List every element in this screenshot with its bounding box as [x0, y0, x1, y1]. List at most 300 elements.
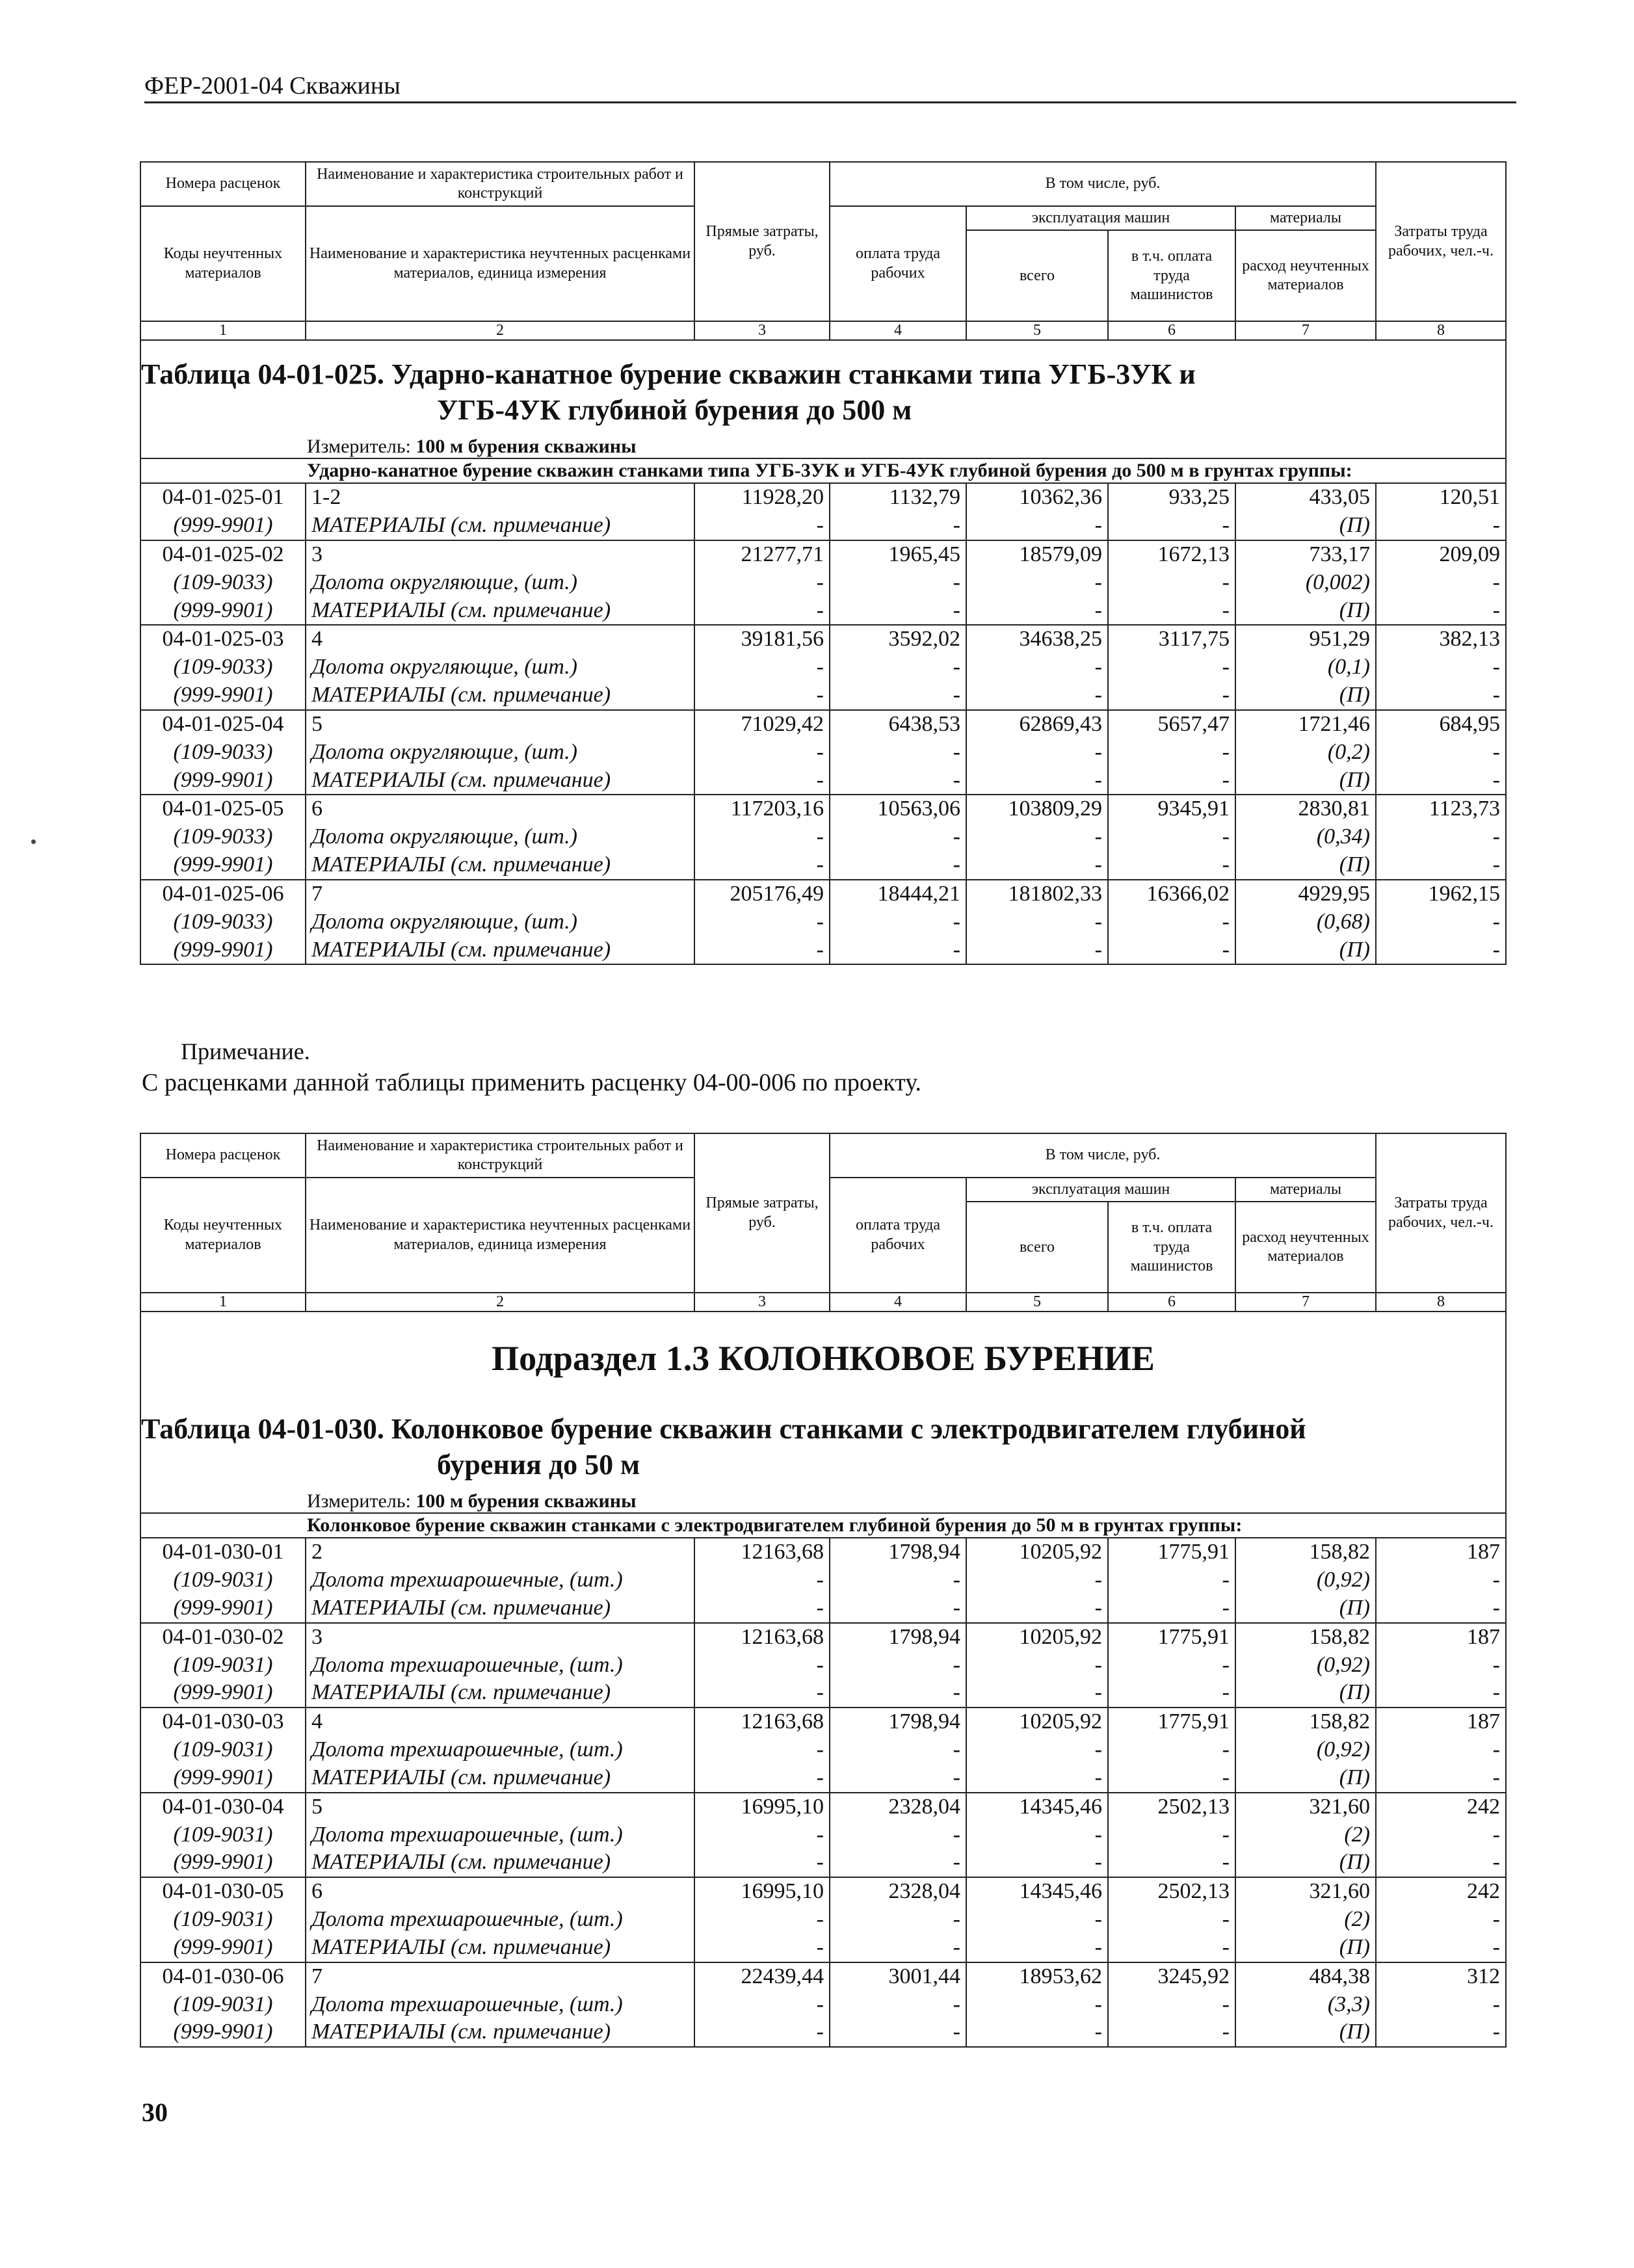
labor-hours-cell [1376, 483, 1506, 540]
rate-code-value: (999-9901) [173, 683, 273, 707]
description-value: Долота округляющие, (шт.) [311, 824, 577, 849]
labor-pay-value: - [953, 1568, 960, 1592]
operator-pay-value: 2502,13 [1157, 1879, 1230, 1904]
direct-costs-value: - [816, 570, 824, 594]
direct-costs-value: 117203,16 [730, 797, 824, 821]
materials-cell [1235, 1623, 1376, 1708]
col-number: 5 [966, 1293, 1108, 1312]
materials-value: (0,1) [1327, 655, 1370, 679]
description-cell [306, 625, 694, 709]
materials-value: 484,38 [1309, 1964, 1370, 1988]
operator-pay-value: - [1222, 598, 1230, 622]
machines-total-cell [966, 540, 1108, 625]
description-value: МАТЕРИАЛЫ (см. примечание) [311, 513, 611, 538]
machines-total-value: 18953,62 [1019, 1964, 1102, 1988]
header-rate-numbers: Номера расценок [140, 162, 306, 206]
header-labor-pay: оплата труда рабочих [830, 206, 966, 321]
materials-value: 158,82 [1309, 1540, 1370, 1564]
rate-code-value: 04-01-025-06 [162, 881, 284, 906]
labor-pay-value: 1132,79 [889, 485, 960, 510]
direct-costs-cell [694, 1793, 830, 1877]
labor-pay-value: - [953, 1680, 960, 1705]
labor-pay-value: - [953, 2020, 960, 2044]
direct-costs-value: 12163,68 [741, 1709, 824, 1734]
operator-pay-value: - [1222, 655, 1230, 679]
rates-table-025 [140, 161, 1507, 965]
machines-total-cell [966, 710, 1108, 795]
materials-cell [1235, 483, 1376, 540]
machines-total-value: 10205,92 [1019, 1624, 1102, 1649]
direct-costs-value: - [816, 1737, 824, 1762]
labor-pay-cell [830, 1708, 966, 1792]
header-material-name: Наименование и характеристика неучтенных расценками материалов, единица измерения [306, 206, 694, 321]
header-operator-pay: в т.ч. оплата труда машинистов [1108, 1202, 1235, 1293]
direct-costs-value: - [816, 1568, 824, 1592]
header-rule [144, 101, 1516, 103]
operator-pay-cell [1108, 1708, 1235, 1792]
materials-cell [1235, 1962, 1376, 2047]
description-value: МАТЕРИАЛЫ (см. примечание) [311, 1850, 611, 1875]
description-cell [306, 880, 694, 964]
table-title [140, 340, 1506, 433]
labor-hours-value: 684,95 [1439, 711, 1500, 736]
table-meter [140, 1488, 1506, 1513]
labor-pay-value: - [953, 1737, 960, 1762]
description-value: 3 [311, 542, 323, 566]
description-value: Долота трехшарошечные, (шт.) [311, 1737, 623, 1762]
meter-value: 100 м бурения скважины [415, 436, 637, 458]
rate-code-value: 04-01-030-02 [162, 1624, 284, 1649]
machines-total-cell [966, 1877, 1108, 1962]
direct-costs-cell [694, 1708, 830, 1792]
operator-pay-value: - [1222, 1652, 1230, 1677]
labor-pay-value: 10563,06 [877, 797, 960, 821]
meter-label: Измеритель: [307, 436, 411, 458]
column-numbers [140, 321, 1506, 340]
materials-value: (0,68) [1316, 909, 1370, 934]
operator-pay-cell [1108, 540, 1235, 625]
operator-pay-value: - [1222, 683, 1230, 707]
machines-total-value: 10205,92 [1019, 1540, 1102, 1564]
materials-value: (2) [1344, 1822, 1370, 1847]
header-labor-cost: Затраты труда рабочих, чел.-ч. [1376, 162, 1506, 321]
description-value: МАТЕРИАЛЫ (см. примечание) [311, 1595, 611, 1620]
description-value: 7 [311, 1964, 323, 1988]
materials-value: (3,3) [1327, 1992, 1370, 2016]
operator-pay-value: - [1222, 739, 1230, 764]
labor-hours-value: - [1492, 1907, 1500, 1932]
table-04-01-030-block [140, 1133, 1505, 2048]
rate-code-cell [140, 880, 306, 964]
direct-costs-value: - [816, 513, 824, 538]
operator-pay-value: - [1222, 1737, 1230, 1762]
materials-value: (0,34) [1316, 824, 1370, 849]
operator-pay-cell [1108, 795, 1235, 879]
direct-costs-value: - [816, 1934, 824, 1959]
table-row [140, 1962, 1506, 2047]
labor-pay-value: - [953, 739, 960, 764]
operator-pay-value: 1775,91 [1157, 1624, 1230, 1649]
labor-hours-value: - [1492, 937, 1500, 962]
labor-pay-value: - [953, 1765, 960, 1789]
col-number: 2 [306, 1293, 694, 1312]
rate-code-cell [140, 1538, 306, 1622]
labor-pay-value: - [953, 598, 960, 622]
labor-pay-value: - [953, 1934, 960, 1959]
materials-value: (0,002) [1305, 570, 1370, 594]
rate-code-value: 04-01-025-03 [162, 627, 284, 652]
labor-hours-value: 382,13 [1439, 627, 1500, 652]
labor-hours-value: - [1492, 1822, 1500, 1847]
materials-value: 158,82 [1309, 1709, 1370, 1734]
description-value: МАТЕРИАЛЫ (см. примечание) [311, 1765, 611, 1789]
machines-total-cell [966, 880, 1108, 964]
machines-total-value: - [1094, 1992, 1102, 2016]
machines-total-cell [966, 795, 1108, 879]
labor-hours-value: - [1492, 1595, 1500, 1620]
table-title-tail: УГБ-4УК глубиной бурения до 500 м [437, 394, 912, 427]
labor-hours-cell [1376, 880, 1506, 964]
direct-costs-value: 12163,68 [741, 1624, 824, 1649]
table-row [140, 1793, 1506, 1877]
description-value: 6 [311, 1879, 323, 1904]
direct-costs-cell [694, 710, 830, 795]
rate-code-value: (109-9031) [173, 1907, 273, 1932]
labor-hours-value: 187 [1467, 1709, 1500, 1734]
operator-pay-cell [1108, 1538, 1235, 1622]
materials-value: (0,92) [1316, 1652, 1370, 1677]
labor-hours-value: 120,51 [1439, 485, 1500, 510]
header-labor-cost: Затраты труда рабочих, чел.-ч. [1376, 1133, 1506, 1293]
rate-code-cell [140, 795, 306, 879]
header-work-name: Наименование и характеристика строительных работ и конструкций [306, 162, 694, 206]
description-value: Долота трехшарошечные, (шт.) [311, 1568, 623, 1592]
direct-costs-value: - [816, 767, 824, 792]
rate-code-value: (999-9901) [173, 1765, 273, 1789]
group-heading: Колонковое бурение скважин станками с электродвигателем глубиной бурения до 50 м в грунтах группы: [140, 1513, 1506, 1538]
rate-code-value: (109-9031) [173, 1652, 273, 1677]
description-cell [306, 483, 694, 540]
table-row [140, 1623, 1506, 1708]
labor-hours-value: 242 [1467, 1879, 1500, 1904]
operator-pay-cell [1108, 1962, 1235, 2047]
materials-cell [1235, 1538, 1376, 1622]
description-value: 4 [311, 627, 323, 652]
labor-pay-cell [830, 795, 966, 879]
col-number: 7 [1235, 1293, 1376, 1312]
col-number: 8 [1376, 321, 1506, 340]
labor-hours-cell [1376, 625, 1506, 709]
machines-total-value: - [1094, 1595, 1102, 1620]
description-cell [306, 795, 694, 879]
operator-pay-value: - [1222, 767, 1230, 792]
materials-value: (П) [1339, 2020, 1370, 2044]
materials-cell [1235, 795, 1376, 879]
description-value: 2 [311, 1540, 323, 1564]
direct-costs-value: 39181,56 [741, 627, 824, 652]
rate-code-value: (109-9031) [173, 1822, 273, 1847]
machines-total-value: - [1094, 1680, 1102, 1705]
direct-costs-value: 22439,44 [741, 1964, 824, 1988]
rate-code-value: (999-9901) [173, 513, 273, 538]
machines-total-value: 62869,43 [1019, 711, 1102, 736]
operator-pay-value: - [1222, 1907, 1230, 1932]
labor-hours-value: - [1492, 1765, 1500, 1789]
labor-pay-cell [830, 1793, 966, 1877]
description-value: МАТЕРИАЛЫ (см. примечание) [311, 767, 611, 792]
machines-total-value: - [1094, 1652, 1102, 1677]
labor-pay-value: 18444,21 [877, 881, 960, 906]
labor-hours-cell [1376, 710, 1506, 795]
page-number: 30 [142, 2098, 168, 2127]
description-value: Долота округляющие, (шт.) [311, 739, 577, 764]
table-title [140, 1411, 1506, 1488]
col-number: 7 [1235, 321, 1376, 340]
description-value: 3 [311, 1624, 323, 1649]
operator-pay-value: - [1222, 1992, 1230, 2016]
machines-total-value: - [1094, 513, 1102, 538]
labor-pay-value: - [953, 1850, 960, 1875]
direct-costs-value: - [816, 1680, 824, 1705]
rate-code-cell [140, 710, 306, 795]
table-row [140, 1538, 1506, 1622]
machines-total-value: - [1094, 655, 1102, 679]
labor-hours-cell [1376, 1708, 1506, 1792]
col-number: 1 [140, 1293, 306, 1312]
direct-costs-value: - [816, 824, 824, 849]
table-title-main: Таблица 04-01-030. Колонковое бурение скважин станками с электродвигателем глубиной [141, 1413, 1306, 1445]
table-row [140, 483, 1506, 540]
labor-pay-cell [830, 483, 966, 540]
materials-value: (П) [1339, 1934, 1370, 1959]
labor-pay-cell [830, 880, 966, 964]
header-machines-total: всего [966, 230, 1108, 321]
meter-label: Измеритель: [307, 1490, 411, 1512]
materials-value: (П) [1339, 852, 1370, 877]
machines-total-value: 14345,46 [1019, 1794, 1102, 1819]
materials-value: 2830,81 [1298, 797, 1370, 821]
table-row [140, 710, 1506, 795]
labor-hours-value: - [1492, 1568, 1500, 1592]
direct-costs-cell [694, 1623, 830, 1708]
operator-pay-value: - [1222, 1850, 1230, 1875]
operator-pay-cell [1108, 1793, 1235, 1877]
col-number: 2 [306, 321, 694, 340]
description-value: 4 [311, 1709, 323, 1734]
labor-hours-cell [1376, 1538, 1506, 1622]
machines-total-cell [966, 1962, 1108, 2047]
direct-costs-value: - [816, 852, 824, 877]
labor-hours-cell [1376, 540, 1506, 625]
rate-code-value: 04-01-025-02 [162, 542, 284, 566]
labor-hours-value: - [1492, 1680, 1500, 1705]
description-value: Долота трехшарошечные, (шт.) [311, 1822, 623, 1847]
column-header [140, 1133, 1506, 1293]
rate-code-value: (999-9901) [173, 937, 273, 962]
group-heading: Ударно-канатное бурение скважин станками типа УГБ-3УК и УГБ-4УК глубиной бурения до 500 м в грунтах группы: [140, 458, 1506, 483]
column-numbers [140, 1293, 1506, 1312]
machines-total-value: 34638,25 [1019, 627, 1102, 652]
rate-code-value: (999-9901) [173, 1680, 273, 1705]
table-body [140, 483, 1506, 964]
direct-costs-cell [694, 1538, 830, 1622]
operator-pay-value: - [1222, 2020, 1230, 2044]
labor-hours-cell [1376, 1793, 1506, 1877]
machines-total-cell [966, 1623, 1108, 1708]
materials-value: 158,82 [1309, 1624, 1370, 1649]
col-number: 3 [694, 321, 830, 340]
labor-hours-value: - [1492, 852, 1500, 877]
direct-costs-value: - [816, 1992, 824, 2016]
labor-pay-cell [830, 625, 966, 709]
labor-pay-value: - [953, 1992, 960, 2016]
direct-costs-value: 205176,49 [730, 881, 824, 906]
description-value: МАТЕРИАЛЫ (см. примечание) [311, 852, 611, 877]
rate-code-value: 04-01-030-03 [162, 1709, 284, 1734]
description-value: МАТЕРИАЛЫ (см. примечание) [311, 683, 611, 707]
materials-value: 433,05 [1309, 485, 1370, 510]
direct-costs-value: - [816, 739, 824, 764]
labor-pay-value: - [953, 824, 960, 849]
rate-code-value: 04-01-030-06 [162, 1964, 284, 1988]
labor-hours-value: 187 [1467, 1624, 1500, 1649]
direct-costs-value: - [816, 1652, 824, 1677]
description-value: Долота трехшарошечные, (шт.) [311, 1992, 623, 2016]
rate-code-cell [140, 1793, 306, 1877]
machines-total-value: - [1094, 852, 1102, 877]
rate-code-value: 04-01-025-01 [162, 485, 284, 510]
description-cell [306, 710, 694, 795]
operator-pay-value: - [1222, 1822, 1230, 1847]
labor-hours-cell [1376, 1877, 1506, 1962]
description-cell [306, 1538, 694, 1622]
machines-total-value: - [1094, 937, 1102, 962]
rate-code-cell [140, 1623, 306, 1708]
machines-total-value: 10362,36 [1019, 485, 1102, 510]
materials-value: (2) [1344, 1907, 1370, 1932]
description-value: 6 [311, 797, 323, 821]
header-direct-costs: Прямые затраты, руб. [694, 1133, 830, 1293]
table-body [140, 1538, 1506, 2047]
operator-pay-cell [1108, 625, 1235, 709]
rate-code-value: (999-9901) [173, 1850, 273, 1875]
machines-total-value: 103809,29 [1008, 797, 1102, 821]
operator-pay-cell [1108, 710, 1235, 795]
operator-pay-cell [1108, 880, 1235, 964]
description-cell [306, 1708, 694, 1792]
col-number: 6 [1108, 1293, 1235, 1312]
direct-costs-cell [694, 483, 830, 540]
col-number: 3 [694, 1293, 830, 1312]
materials-value: 733,17 [1309, 542, 1370, 566]
labor-pay-value: - [953, 909, 960, 934]
header-rate-numbers: Номера расценок [140, 1133, 306, 1178]
labor-pay-value: 1798,94 [888, 1624, 960, 1649]
machines-total-value: 18579,09 [1019, 542, 1102, 566]
operator-pay-value: - [1222, 1934, 1230, 1959]
operator-pay-value: 9345,91 [1157, 797, 1230, 821]
running-title: ФЕР-2001-04 Скважины [144, 72, 401, 99]
header-material-codes: Коды неучтенных материалов [140, 206, 306, 321]
description-value: 5 [311, 1794, 323, 1819]
materials-cell [1235, 625, 1376, 709]
header-including: В том числе, руб. [830, 1133, 1376, 1178]
operator-pay-value: 2502,13 [1157, 1794, 1230, 1819]
labor-pay-value: - [953, 1907, 960, 1932]
machines-total-value: - [1094, 909, 1102, 934]
table-meter [140, 433, 1506, 458]
description-value: Долота округляющие, (шт.) [311, 570, 577, 594]
labor-hours-value: - [1492, 909, 1500, 934]
operator-pay-value: 1672,13 [1157, 542, 1230, 566]
labor-hours-value: - [1492, 1737, 1500, 1762]
operator-pay-value: - [1222, 909, 1230, 934]
labor-pay-cell [830, 710, 966, 795]
description-value: МАТЕРИАЛЫ (см. примечание) [311, 598, 611, 622]
direct-costs-cell [694, 1877, 830, 1962]
direct-costs-value: - [816, 683, 824, 707]
machines-total-value: 181802,33 [1008, 881, 1102, 906]
machines-total-value: - [1094, 1568, 1102, 1592]
labor-hours-cell [1376, 1623, 1506, 1708]
note-title: Примечание. [181, 1038, 310, 1064]
labor-pay-value: 1798,94 [888, 1709, 960, 1734]
header-labor-pay: оплата труда рабочих [830, 1178, 966, 1293]
machines-total-value: - [1094, 683, 1102, 707]
header-machines: эксплуатация машин [966, 1178, 1235, 1202]
machines-total-value: - [1094, 1934, 1102, 1959]
machines-total-value: 10205,92 [1019, 1709, 1102, 1734]
machines-total-value: - [1094, 1850, 1102, 1875]
materials-cell [1235, 1708, 1376, 1792]
rate-code-value: (109-9031) [173, 1568, 273, 1592]
labor-hours-value: - [1492, 1992, 1500, 2016]
direct-costs-value: - [816, 1765, 824, 1789]
header-including: В том числе, руб. [830, 162, 1376, 206]
table-title-main: Таблица 04-01-025. Ударно-канатное бурение скважин станками типа УГБ-3УК и [141, 358, 1196, 391]
rates-table-030 [140, 1133, 1507, 2048]
machines-total-value: 14345,46 [1019, 1879, 1102, 1904]
operator-pay-value: 3245,92 [1157, 1964, 1230, 1988]
direct-costs-value: - [816, 1907, 824, 1932]
labor-pay-value: 6438,53 [888, 711, 960, 736]
labor-pay-value: - [953, 513, 960, 538]
machines-total-cell [966, 1793, 1108, 1877]
materials-value: (П) [1339, 1765, 1370, 1789]
operator-pay-value: - [1222, 513, 1230, 538]
rate-code-value: (109-9033) [173, 739, 273, 764]
table-row [140, 540, 1506, 625]
direct-costs-value: - [816, 1850, 824, 1875]
labor-hours-value: 209,09 [1439, 542, 1500, 566]
machines-total-value: - [1094, 1737, 1102, 1762]
header-materials-consumption: расход неучтенных материалов [1235, 230, 1376, 321]
operator-pay-value: 933,25 [1168, 485, 1230, 510]
direct-costs-value: - [816, 2020, 824, 2044]
labor-hours-value: - [1492, 767, 1500, 792]
description-value: Долота трехшарошечные, (шт.) [311, 1652, 623, 1677]
rate-code-value: 04-01-030-05 [162, 1879, 284, 1904]
machines-total-value: - [1094, 739, 1102, 764]
labor-hours-value: - [1492, 1652, 1500, 1677]
materials-value: 321,60 [1309, 1879, 1370, 1904]
header-operator-pay: в т.ч. оплата труда машинистов [1108, 230, 1235, 321]
operator-pay-value: - [1222, 1680, 1230, 1705]
machines-total-value: - [1094, 570, 1102, 594]
labor-pay-value: 3001,44 [888, 1964, 960, 1988]
description-value: МАТЕРИАЛЫ (см. примечание) [311, 1934, 611, 1959]
direct-costs-value: - [816, 655, 824, 679]
